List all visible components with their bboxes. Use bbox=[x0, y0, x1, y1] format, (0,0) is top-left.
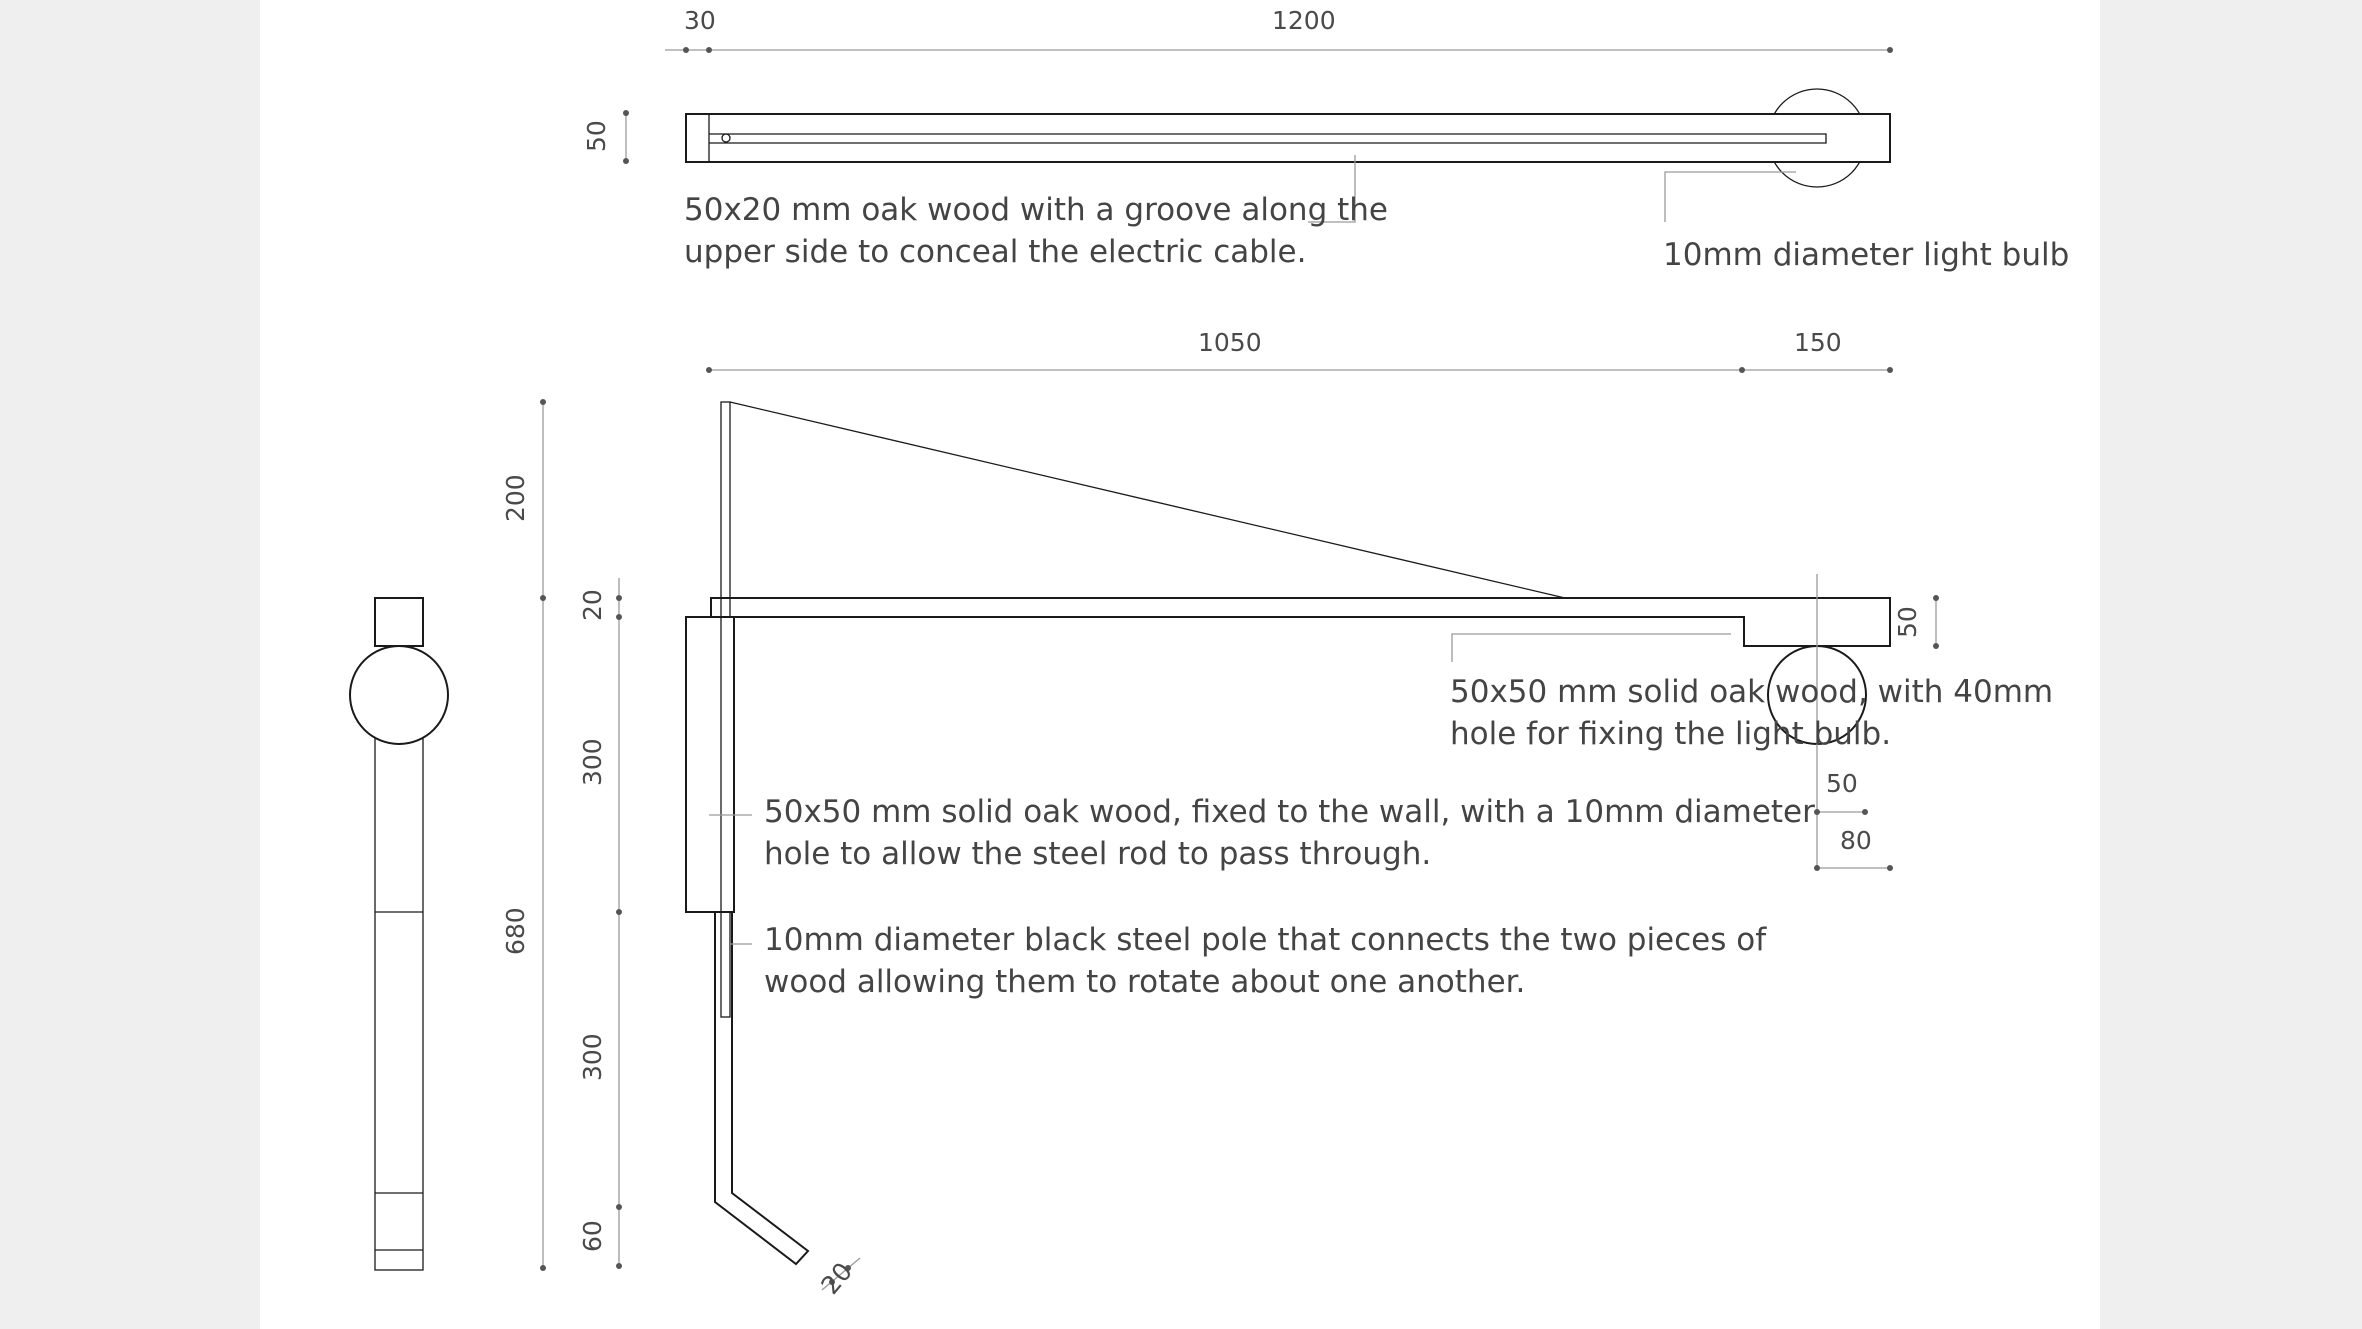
dim-tick bbox=[1887, 367, 1893, 373]
end-view-column bbox=[375, 692, 423, 1270]
dim-tick bbox=[616, 909, 622, 915]
dim-tick bbox=[616, 614, 622, 620]
note-arm-line2: hole for fixing the light bulb. bbox=[1450, 716, 1892, 752]
end-view bbox=[350, 598, 448, 1270]
end-view-arm-top bbox=[375, 598, 423, 646]
dim-label-680: 680 bbox=[501, 907, 530, 955]
dim-label-bulb-80: 80 bbox=[1840, 826, 1872, 855]
dim-label-top-50: 50 bbox=[582, 120, 611, 152]
dim-tick bbox=[1739, 367, 1745, 373]
dim-tick bbox=[540, 399, 546, 405]
dim-tick bbox=[623, 158, 629, 164]
dim-tick bbox=[540, 595, 546, 601]
top-view bbox=[582, 6, 2069, 273]
note-wall-line2: hole to allow the steel rod to pass through. bbox=[764, 836, 1432, 872]
dim-label-1200: 1200 bbox=[1272, 6, 1336, 35]
note-bulb: 10mm diameter light bulb bbox=[1663, 237, 2070, 273]
dim-tick bbox=[706, 47, 712, 53]
dim-label-150: 150 bbox=[1794, 328, 1842, 357]
end-view-bulb bbox=[350, 646, 448, 744]
dim-tick bbox=[1814, 809, 1820, 815]
dim-label-chain-20: 20 bbox=[578, 589, 607, 621]
dim-label-300-lower: 300 bbox=[578, 1033, 607, 1081]
note-wall-line1: 50x50 mm solid oak wood, fixed to the wall, with a 10mm diameter bbox=[764, 794, 1815, 830]
dim-label-bulb-50: 50 bbox=[1826, 769, 1858, 798]
wall-block bbox=[686, 617, 734, 912]
technical-drawing bbox=[260, 0, 2100, 1329]
dim-tick bbox=[1887, 47, 1893, 53]
note-pole-line1: 10mm diameter black steel pole that connects the two pieces of bbox=[764, 922, 1767, 958]
dim-tick bbox=[1814, 865, 1820, 871]
dim-tick bbox=[683, 47, 689, 53]
note-groove-line1: 50x20 mm oak wood with a groove along the bbox=[684, 192, 1388, 228]
dim-tick bbox=[623, 110, 629, 116]
top-wood-bar bbox=[686, 114, 1890, 162]
dim-label-arm-50: 50 bbox=[1893, 606, 1922, 638]
dim-label-30: 30 bbox=[684, 6, 716, 35]
dim-label-bottom-20: 20 bbox=[815, 1256, 859, 1300]
dim-label-60: 60 bbox=[578, 1220, 607, 1252]
note-groove-line2: upper side to conceal the electric cable. bbox=[684, 234, 1307, 270]
dim-tick bbox=[1933, 595, 1939, 601]
dim-label-300-upper: 300 bbox=[578, 738, 607, 786]
dim-label-1050: 1050 bbox=[1198, 328, 1262, 357]
drawing-sheet bbox=[260, 0, 2100, 1329]
dim-tick bbox=[616, 595, 622, 601]
dim-tick bbox=[540, 1265, 546, 1271]
bulb-leader bbox=[1665, 172, 1796, 222]
dim-tick bbox=[1887, 865, 1893, 871]
arm-leader bbox=[1452, 634, 1731, 662]
brace-diagonal bbox=[730, 402, 1565, 598]
dim-tick bbox=[1862, 809, 1868, 815]
horizontal-arm bbox=[711, 598, 1890, 646]
note-pole-line2: wood allowing them to rotate about one another. bbox=[764, 964, 1526, 1000]
side-view bbox=[501, 328, 2053, 1300]
dim-tick bbox=[616, 1263, 622, 1269]
dim-tick bbox=[706, 367, 712, 373]
note-arm-line1: 50x50 mm solid oak wood, with 40mm bbox=[1450, 674, 2054, 710]
dim-tick bbox=[616, 1204, 622, 1210]
dim-tick bbox=[1933, 643, 1939, 649]
dim-label-200: 200 bbox=[501, 474, 530, 522]
